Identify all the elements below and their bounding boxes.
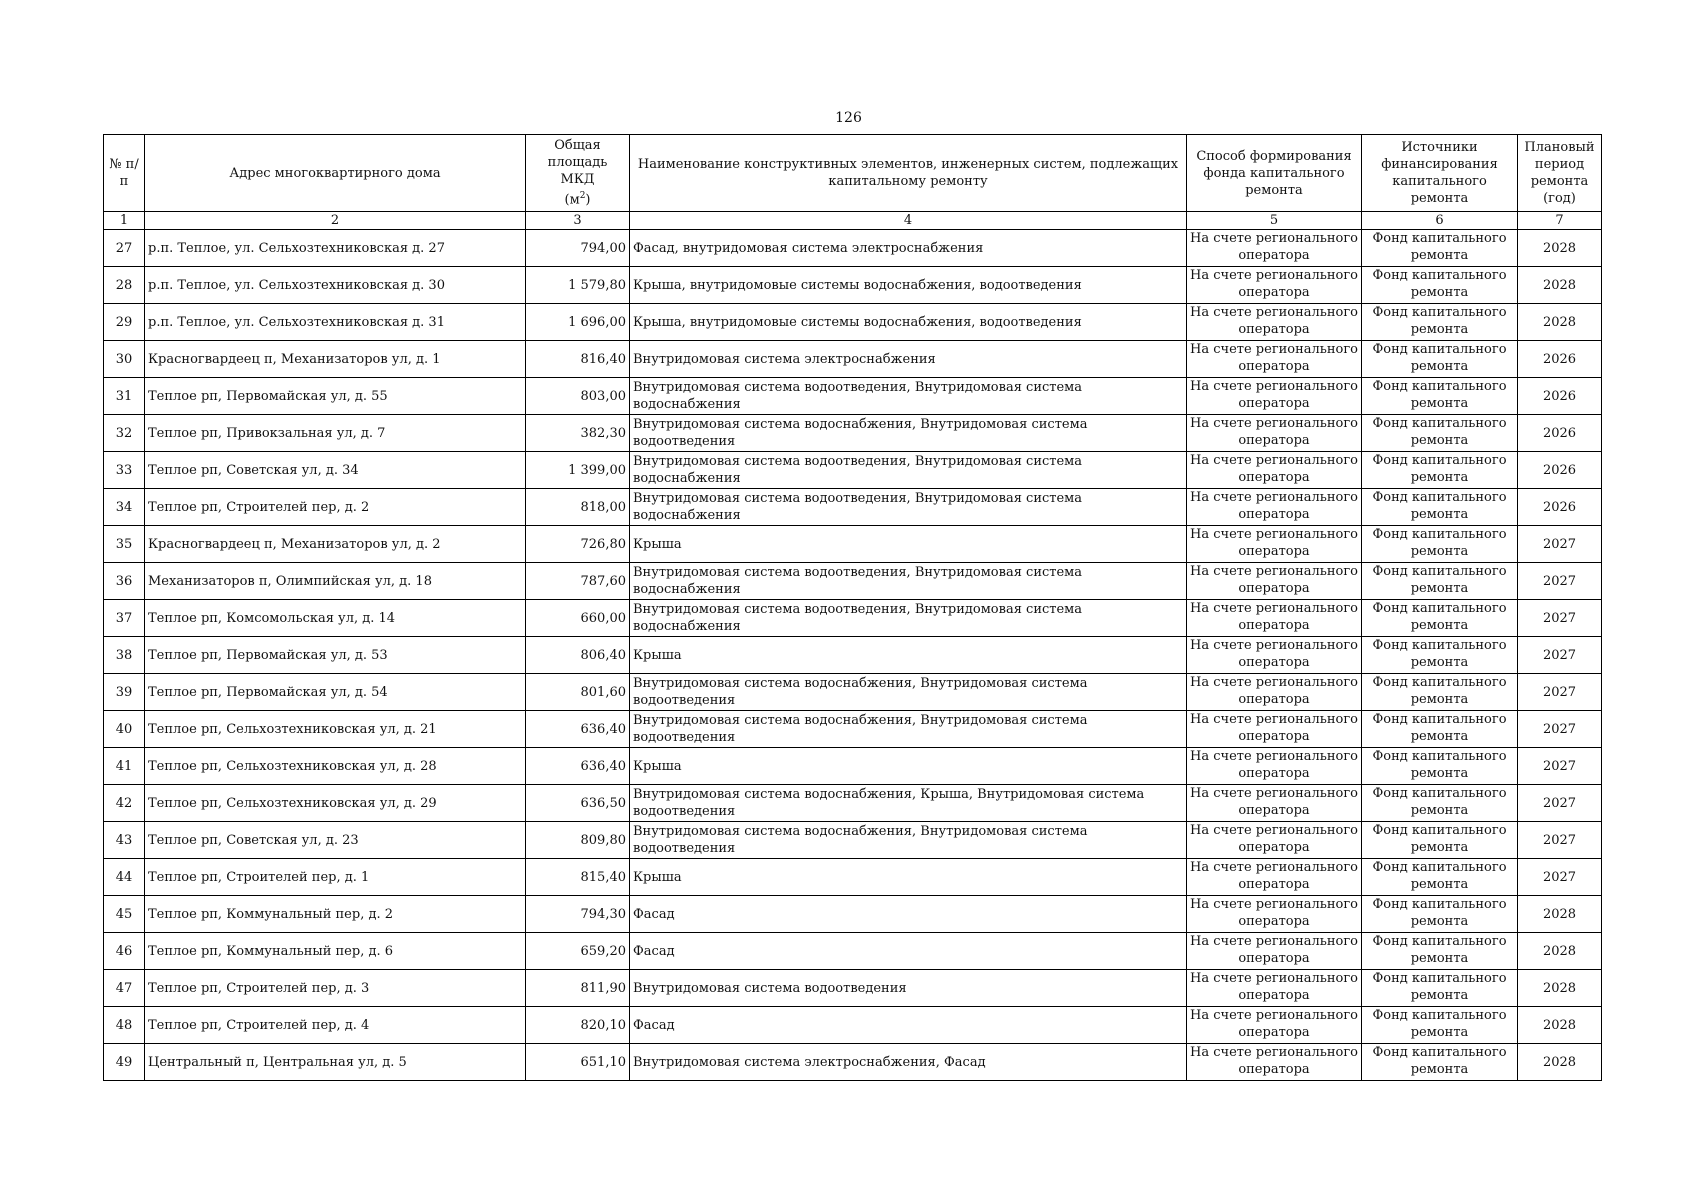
row-planned-year: 2028	[1518, 230, 1602, 267]
row-fund-method: На счете регионального оператора	[1187, 674, 1362, 711]
row-number: 40	[104, 711, 145, 748]
row-number: 28	[104, 267, 145, 304]
row-funding-source: Фонд капитального ремонта	[1362, 452, 1518, 489]
row-address: Теплое рп, Строителей пер, д. 4	[145, 1007, 526, 1044]
row-fund-method: На счете регионального оператора	[1187, 1007, 1362, 1044]
row-number: 42	[104, 785, 145, 822]
row-area: 820,10	[526, 1007, 630, 1044]
row-elements: Внутридомовая система водоснабжения, Внутридомовая система водоотведения	[630, 711, 1187, 748]
row-funding-source: Фонд капитального ремонта	[1362, 378, 1518, 415]
row-fund-method: На счете регионального оператора	[1187, 970, 1362, 1007]
header-fund-method: Способ формирования фонда капитального ремонта	[1187, 135, 1362, 212]
column-number: 4	[630, 212, 1187, 230]
row-number: 38	[104, 637, 145, 674]
row-elements: Внутридомовая система водоснабжения, Внутридомовая система водоотведения	[630, 822, 1187, 859]
row-area: 794,00	[526, 230, 630, 267]
row-number: 37	[104, 600, 145, 637]
row-funding-source: Фонд капитального ремонта	[1362, 711, 1518, 748]
header-period: Плановый период ремонта (год)	[1518, 135, 1602, 212]
row-address: Теплое рп, Первомайская ул, д. 53	[145, 637, 526, 674]
column-number: 1	[104, 212, 145, 230]
row-address: Теплое рп, Строителей пер, д. 2	[145, 489, 526, 526]
row-area: 803,00	[526, 378, 630, 415]
row-elements: Внутридомовая система водоотведения, Внутридомовая система водоснабжения	[630, 600, 1187, 637]
row-address: Центральный п, Центральная ул, д. 5	[145, 1044, 526, 1081]
row-planned-year: 2026	[1518, 341, 1602, 378]
row-area: 806,40	[526, 637, 630, 674]
row-number: 35	[104, 526, 145, 563]
row-number: 33	[104, 452, 145, 489]
row-elements: Внутридомовая система электроснабжения, Фасад	[630, 1044, 1187, 1081]
table-row	[104, 378, 1602, 415]
table-row	[104, 637, 1602, 674]
table-row	[104, 304, 1602, 341]
column-numbers-row	[104, 212, 1602, 230]
row-planned-year: 2028	[1518, 933, 1602, 970]
row-planned-year: 2028	[1518, 304, 1602, 341]
row-number: 46	[104, 933, 145, 970]
table-row	[104, 489, 1602, 526]
row-area: 636,50	[526, 785, 630, 822]
row-number: 47	[104, 970, 145, 1007]
row-number: 27	[104, 230, 145, 267]
row-area: 636,40	[526, 711, 630, 748]
table-row	[104, 859, 1602, 896]
row-fund-method: На счете регионального оператора	[1187, 896, 1362, 933]
row-planned-year: 2028	[1518, 1044, 1602, 1081]
row-funding-source: Фонд капитального ремонта	[1362, 230, 1518, 267]
row-number: 41	[104, 748, 145, 785]
row-elements: Крыша	[630, 637, 1187, 674]
row-area: 787,60	[526, 563, 630, 600]
row-elements: Внутридомовая система водоснабжения, Крыша, Внутридомовая система водоотведения	[630, 785, 1187, 822]
row-number: 32	[104, 415, 145, 452]
row-fund-method: На счете регионального оператора	[1187, 526, 1362, 563]
row-address: р.п. Теплое, ул. Сельхозтехниковская д. 27	[145, 230, 526, 267]
row-fund-method: На счете регионального оператора	[1187, 452, 1362, 489]
table-row	[104, 933, 1602, 970]
row-funding-source: Фонд капитального ремонта	[1362, 896, 1518, 933]
row-area: 801,60	[526, 674, 630, 711]
row-number: 29	[104, 304, 145, 341]
row-area: 382,30	[526, 415, 630, 452]
row-fund-method: На счете регионального оператора	[1187, 489, 1362, 526]
row-fund-method: На счете регионального оператора	[1187, 1044, 1362, 1081]
row-fund-method: На счете регионального оператора	[1187, 748, 1362, 785]
header-area-sup: 2	[579, 191, 586, 202]
row-number: 43	[104, 822, 145, 859]
table-row	[104, 341, 1602, 378]
row-funding-source: Фонд капитального ремонта	[1362, 674, 1518, 711]
row-elements: Внутридомовая система электроснабжения	[630, 341, 1187, 378]
row-area: 809,80	[526, 822, 630, 859]
column-number: 5	[1187, 212, 1362, 230]
row-area: 816,40	[526, 341, 630, 378]
row-planned-year: 2027	[1518, 526, 1602, 563]
row-planned-year: 2028	[1518, 970, 1602, 1007]
row-funding-source: Фонд капитального ремонта	[1362, 563, 1518, 600]
header-row	[104, 135, 1602, 212]
row-funding-source: Фонд капитального ремонта	[1362, 600, 1518, 637]
row-elements: Крыша	[630, 748, 1187, 785]
row-fund-method: На счете регионального оператора	[1187, 711, 1362, 748]
row-address: р.п. Теплое, ул. Сельхозтехниковская д. 30	[145, 267, 526, 304]
row-fund-method: На счете регионального оператора	[1187, 341, 1362, 378]
table-row	[104, 563, 1602, 600]
row-planned-year: 2027	[1518, 748, 1602, 785]
row-area: 1 399,00	[526, 452, 630, 489]
row-planned-year: 2026	[1518, 489, 1602, 526]
row-area: 636,40	[526, 748, 630, 785]
row-number: 31	[104, 378, 145, 415]
row-planned-year: 2026	[1518, 378, 1602, 415]
table-row	[104, 674, 1602, 711]
page-number: 126	[835, 110, 862, 126]
row-area: 659,20	[526, 933, 630, 970]
row-address: Теплое рп, Сельхозтехниковская ул, д. 28	[145, 748, 526, 785]
row-fund-method: На счете регионального оператора	[1187, 859, 1362, 896]
row-address: Теплое рп, Коммунальный пер, д. 2	[145, 896, 526, 933]
row-elements: Внутридомовая система водоотведения, Внутридомовая система водоснабжения	[630, 563, 1187, 600]
row-elements: Крыша, внутридомовые системы водоснабжения, водоотведения	[630, 304, 1187, 341]
row-fund-method: На счете регионального оператора	[1187, 637, 1362, 674]
row-number: 39	[104, 674, 145, 711]
row-area: 651,10	[526, 1044, 630, 1081]
row-planned-year: 2027	[1518, 563, 1602, 600]
header-area-unit: (м	[564, 192, 580, 208]
row-elements: Крыша	[630, 859, 1187, 896]
row-address: Теплое рп, Первомайская ул, д. 55	[145, 378, 526, 415]
row-elements: Внутридомовая система водоотведения, Внутридомовая система водоснабжения	[630, 489, 1187, 526]
row-planned-year: 2028	[1518, 896, 1602, 933]
row-funding-source: Фонд капитального ремонта	[1362, 1044, 1518, 1081]
row-fund-method: На счете регионального оператора	[1187, 378, 1362, 415]
row-funding-source: Фонд капитального ремонта	[1362, 267, 1518, 304]
row-elements: Внутридомовая система водоотведения, Внутридомовая система водоснабжения	[630, 452, 1187, 489]
table-row	[104, 526, 1602, 563]
table-row	[104, 970, 1602, 1007]
row-elements: Внутридомовая система водоотведения, Внутридомовая система водоснабжения	[630, 378, 1187, 415]
row-address: Механизаторов п, Олимпийская ул, д. 18	[145, 563, 526, 600]
row-funding-source: Фонд капитального ремонта	[1362, 415, 1518, 452]
row-funding-source: Фонд капитального ремонта	[1362, 859, 1518, 896]
row-area: 815,40	[526, 859, 630, 896]
row-funding-source: Фонд капитального ремонта	[1362, 970, 1518, 1007]
row-area: 794,30	[526, 896, 630, 933]
row-planned-year: 2028	[1518, 1007, 1602, 1044]
row-planned-year: 2027	[1518, 711, 1602, 748]
column-number: 3	[526, 212, 630, 230]
row-funding-source: Фонд капитального ремонта	[1362, 933, 1518, 970]
header-address: Адрес многоквартирного дома	[145, 135, 526, 212]
row-planned-year: 2027	[1518, 822, 1602, 859]
row-address: Теплое рп, Строителей пер, д. 1	[145, 859, 526, 896]
row-elements: Крыша, внутридомовые системы водоснабжения, водоотведения	[630, 267, 1187, 304]
row-fund-method: На счете регионального оператора	[1187, 230, 1362, 267]
header-num: № п/п	[104, 135, 145, 212]
row-planned-year: 2027	[1518, 600, 1602, 637]
row-number: 49	[104, 1044, 145, 1081]
row-area: 660,00	[526, 600, 630, 637]
header-area	[526, 135, 630, 212]
row-address: Теплое рп, Сельхозтехниковская ул, д. 21	[145, 711, 526, 748]
header-area-main: Общая площадь МКД	[547, 138, 608, 188]
column-number: 6	[1362, 212, 1518, 230]
row-address: Красногвардеец п, Механизаторов ул, д. 2	[145, 526, 526, 563]
row-funding-source: Фонд капитального ремонта	[1362, 785, 1518, 822]
column-number: 7	[1518, 212, 1602, 230]
table-row	[104, 1007, 1602, 1044]
row-fund-method: На счете регионального оператора	[1187, 785, 1362, 822]
row-number: 30	[104, 341, 145, 378]
row-area: 1 579,80	[526, 267, 630, 304]
header-sources: Источники финансирования капитального ремонта	[1362, 135, 1518, 212]
row-address: р.п. Теплое, ул. Сельхозтехниковская д. 31	[145, 304, 526, 341]
row-planned-year: 2027	[1518, 785, 1602, 822]
row-address: Теплое рп, Привокзальная ул, д. 7	[145, 415, 526, 452]
header-area-close: )	[585, 192, 591, 208]
row-address: Теплое рп, Коммунальный пер, д. 6	[145, 933, 526, 970]
row-funding-source: Фонд капитального ремонта	[1362, 1007, 1518, 1044]
row-address: Теплое рп, Сельхозтехниковская ул, д. 29	[145, 785, 526, 822]
row-planned-year: 2027	[1518, 674, 1602, 711]
row-address: Теплое рп, Строителей пер, д. 3	[145, 970, 526, 1007]
row-area: 1 696,00	[526, 304, 630, 341]
row-address: Теплое рп, Советская ул, д. 34	[145, 452, 526, 489]
row-planned-year: 2026	[1518, 415, 1602, 452]
row-planned-year: 2027	[1518, 637, 1602, 674]
row-funding-source: Фонд капитального ремонта	[1362, 341, 1518, 378]
row-planned-year: 2026	[1518, 452, 1602, 489]
row-number: 45	[104, 896, 145, 933]
row-area: 726,80	[526, 526, 630, 563]
row-address: Теплое рп, Советская ул, д. 23	[145, 822, 526, 859]
row-number: 44	[104, 859, 145, 896]
table-row	[104, 1044, 1602, 1081]
row-fund-method: На счете регионального оператора	[1187, 563, 1362, 600]
row-area: 818,00	[526, 489, 630, 526]
row-funding-source: Фонд капитального ремонта	[1362, 489, 1518, 526]
table-row	[104, 267, 1602, 304]
row-funding-source: Фонд капитального ремонта	[1362, 637, 1518, 674]
row-elements: Фасад	[630, 1007, 1187, 1044]
row-funding-source: Фонд капитального ремонта	[1362, 748, 1518, 785]
row-planned-year: 2027	[1518, 859, 1602, 896]
row-planned-year: 2028	[1518, 267, 1602, 304]
row-fund-method: На счете регионального оператора	[1187, 933, 1362, 970]
row-fund-method: На счете регионального оператора	[1187, 600, 1362, 637]
row-number: 48	[104, 1007, 145, 1044]
table-row	[104, 452, 1602, 489]
row-fund-method: На счете регионального оператора	[1187, 304, 1362, 341]
row-funding-source: Фонд капитального ремонта	[1362, 526, 1518, 563]
table-row	[104, 822, 1602, 859]
table-row	[104, 748, 1602, 785]
row-elements: Внутридомовая система водоснабжения, Внутридомовая система водоотведения	[630, 674, 1187, 711]
row-elements: Внутридомовая система водоотведения	[630, 970, 1187, 1007]
table-row	[104, 785, 1602, 822]
row-fund-method: На счете регионального оператора	[1187, 822, 1362, 859]
row-number: 34	[104, 489, 145, 526]
row-fund-method: На счете регионального оператора	[1187, 267, 1362, 304]
table-row	[104, 896, 1602, 933]
row-elements: Фасад	[630, 896, 1187, 933]
row-elements: Фасад	[630, 933, 1187, 970]
table-row	[104, 711, 1602, 748]
row-address: Теплое рп, Первомайская ул, д. 54	[145, 674, 526, 711]
row-elements: Фасад, внутридомовая система электроснабжения	[630, 230, 1187, 267]
row-fund-method: На счете регионального оператора	[1187, 415, 1362, 452]
header-elements: Наименование конструктивных элементов, инженерных систем, подлежащих капитальному ремонту	[630, 135, 1187, 212]
row-elements: Крыша	[630, 526, 1187, 563]
table-row	[104, 415, 1602, 452]
table-row	[104, 600, 1602, 637]
repair-program-table	[103, 134, 1602, 1081]
row-funding-source: Фонд капитального ремонта	[1362, 822, 1518, 859]
row-funding-source: Фонд капитального ремонта	[1362, 304, 1518, 341]
row-number: 36	[104, 563, 145, 600]
row-area: 811,90	[526, 970, 630, 1007]
table-body	[104, 230, 1602, 1081]
row-address: Теплое рп, Комсомольская ул, д. 14	[145, 600, 526, 637]
row-address: Красногвардеец п, Механизаторов ул, д. 1	[145, 341, 526, 378]
table-row	[104, 230, 1602, 267]
column-number: 2	[145, 212, 526, 230]
row-elements: Внутридомовая система водоснабжения, Внутридомовая система водоотведения	[630, 415, 1187, 452]
